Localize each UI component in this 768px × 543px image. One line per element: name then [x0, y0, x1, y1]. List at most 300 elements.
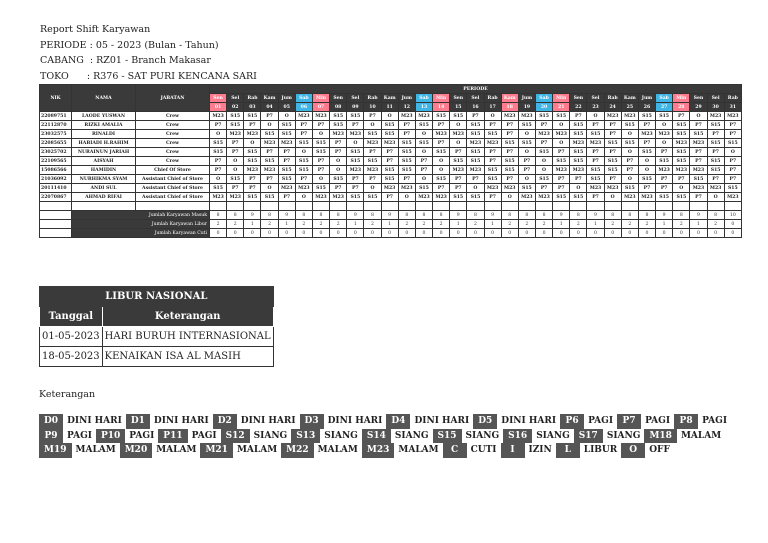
shift-cell: P7	[295, 121, 312, 130]
shift-cell: O	[364, 121, 381, 130]
legend-item	[560, 414, 613, 429]
legend-item	[443, 443, 497, 458]
summary-value: 0	[604, 229, 621, 238]
day-number: 02	[227, 103, 244, 112]
shift-cell: P7	[587, 121, 604, 130]
summary-value: 8	[312, 211, 329, 220]
summary-value: 2	[433, 220, 450, 229]
shift-cell: P7	[621, 166, 638, 175]
shift-cell: O	[415, 175, 432, 184]
legend-code: M18	[644, 429, 677, 444]
day-number: 16	[467, 103, 484, 112]
shift-cell: P7	[244, 184, 261, 193]
blank-cell	[518, 202, 535, 211]
legend-title: Keterangan	[39, 389, 96, 400]
summary-value: 1	[484, 220, 501, 229]
day-name: Sen	[570, 94, 587, 103]
shift-cell: O	[553, 121, 570, 130]
day-number: 06	[295, 103, 312, 112]
shift-cell: O	[656, 121, 673, 130]
shift-cell: P7	[450, 184, 467, 193]
day-name: Kam	[621, 94, 638, 103]
shift-cell: S15	[501, 139, 518, 148]
shift-cell: S15	[415, 139, 432, 148]
legend-code: L	[556, 443, 580, 458]
shift-cell: M23	[295, 112, 312, 121]
shift-cell: P7	[518, 166, 535, 175]
shift-cell: P7	[398, 175, 415, 184]
shift-cell: M23	[210, 193, 227, 202]
shift-cell: P7	[707, 130, 724, 139]
shift-cell: P7	[261, 175, 278, 184]
employee-row	[40, 148, 742, 157]
day-number: 01	[210, 103, 227, 112]
summary-label: Jumlah Karyawan Cuti	[72, 229, 210, 238]
shift-cell: M23	[450, 166, 467, 175]
summary-value: 0	[364, 229, 381, 238]
shift-cell: S15	[278, 166, 295, 175]
shift-cell: S15	[707, 166, 724, 175]
holiday-desc: KENAIKAN ISA AL MASIH	[102, 347, 273, 367]
shift-cell: S15	[690, 175, 707, 184]
employee-position: Chief Of Store	[136, 166, 210, 175]
shift-cell: S15	[621, 121, 638, 130]
shift-cell: M23	[227, 130, 244, 139]
shift-cell: M23	[433, 130, 450, 139]
shift-cell: P7	[278, 148, 295, 157]
legend-code: S15	[433, 429, 462, 444]
legend-code: M19	[39, 443, 72, 458]
blank-cell	[673, 202, 690, 211]
shift-cell: P7	[553, 184, 570, 193]
shift-cell: O	[621, 175, 638, 184]
day-name: Sab	[295, 94, 312, 103]
legend-label: CUTI	[470, 445, 497, 455]
shift-cell: S15	[381, 166, 398, 175]
shift-cell: P7	[261, 148, 278, 157]
shift-cell: S15	[261, 157, 278, 166]
blank-cell	[484, 202, 501, 211]
shift-cell: S15	[347, 157, 364, 166]
employee-nik: 23032575	[40, 130, 72, 139]
shift-cell: S15	[364, 157, 381, 166]
shift-cell: S15	[347, 193, 364, 202]
shift-cell: M23	[484, 139, 501, 148]
shift-cell: S15	[518, 184, 535, 193]
summary-value: 0	[587, 229, 604, 238]
day-number: 17	[484, 103, 501, 112]
day-number: 29	[690, 103, 707, 112]
shift-cell: P7	[518, 157, 535, 166]
shift-cell: S15	[518, 121, 535, 130]
legend-code: P9	[39, 429, 63, 444]
blank-cell	[347, 202, 364, 211]
shift-cell: M23	[604, 184, 621, 193]
shift-cell: S15	[484, 166, 501, 175]
shift-cell: P7	[587, 148, 604, 157]
day-name: Sel	[467, 94, 484, 103]
legend-code: S16	[503, 429, 532, 444]
shift-cell: P7	[501, 148, 518, 157]
shift-cell: S15	[227, 112, 244, 121]
shift-cell: M23	[398, 112, 415, 121]
shift-cell: S15	[535, 112, 552, 121]
shift-cell: S15	[312, 184, 329, 193]
shift-cell: M23	[278, 184, 295, 193]
shift-cell: S15	[707, 139, 724, 148]
legend-item	[281, 443, 358, 458]
shift-cell: O	[553, 139, 570, 148]
legend-item	[213, 414, 296, 429]
shift-cell: P7	[604, 130, 621, 139]
legend-label: DINI HARI	[240, 416, 296, 426]
day-name: Rab	[484, 94, 501, 103]
legend-code: D2	[213, 414, 237, 429]
shift-cell: O	[415, 148, 432, 157]
day-number: 26	[638, 103, 655, 112]
shift-cell: S15	[570, 121, 587, 130]
shift-cell: S15	[656, 112, 673, 121]
legend-item	[473, 414, 556, 429]
shift-cell: S15	[312, 139, 329, 148]
summary-value: 8	[518, 211, 535, 220]
shift-cell: P7	[724, 175, 741, 184]
shift-cell: P7	[210, 121, 227, 130]
day-name: Rab	[604, 94, 621, 103]
shift-cell: S15	[261, 193, 278, 202]
shift-cell: M23	[535, 193, 552, 202]
legend-label: PAGI	[191, 430, 217, 441]
legend-item	[362, 429, 429, 444]
legend-code: D3	[300, 414, 324, 429]
blank-cell	[501, 202, 518, 211]
legend-label: PAGI	[67, 430, 92, 441]
summary-value: 0	[656, 229, 673, 238]
summary-value: 8	[398, 211, 415, 220]
legend-code: D5	[473, 414, 497, 429]
legend-code: M20	[120, 443, 153, 458]
blank-cell	[278, 202, 295, 211]
shift-cell: M23	[656, 130, 673, 139]
summary-value: 0	[244, 229, 261, 238]
summary-row	[40, 211, 742, 220]
blank-cell	[40, 202, 72, 211]
summary-value: 9	[690, 211, 707, 220]
shift-cell: O	[518, 148, 535, 157]
summary-row	[40, 229, 742, 238]
legend-label: SIANG	[606, 430, 641, 441]
legend-label: PAGI	[645, 416, 671, 426]
summary-value: 2	[518, 220, 535, 229]
shift-cell: O	[312, 175, 329, 184]
legend-item	[221, 429, 288, 444]
shift-cell: S15	[535, 175, 552, 184]
shift-cell: P7	[295, 130, 312, 139]
shift-cell: S15	[295, 157, 312, 166]
shift-cell: P7	[312, 121, 329, 130]
shift-cell: S15	[570, 157, 587, 166]
shift-cell: P7	[638, 121, 655, 130]
summary-value: 2	[227, 220, 244, 229]
blank-cell	[295, 202, 312, 211]
shift-cell: S15	[398, 148, 415, 157]
legend-item	[644, 429, 721, 444]
shift-cell: S15	[450, 193, 467, 202]
shift-cell: P7	[690, 148, 707, 157]
legend-label: SIANG	[465, 430, 500, 441]
summary-value: 0	[707, 229, 724, 238]
summary-value: 8	[364, 211, 381, 220]
summary-value: 1	[690, 220, 707, 229]
shift-cell: S15	[638, 148, 655, 157]
shift-cell: O	[347, 139, 364, 148]
shift-cell: P7	[278, 193, 295, 202]
blank-cell	[244, 202, 261, 211]
summary-value: 9	[450, 211, 467, 220]
shift-cell: M23	[518, 112, 535, 121]
shift-cell: P7	[295, 175, 312, 184]
shift-cell: P7	[347, 184, 364, 193]
day-name: Sel	[587, 94, 604, 103]
day-name: Sel	[347, 94, 364, 103]
summary-value: 9	[484, 211, 501, 220]
summary-value: 0	[227, 229, 244, 238]
shift-cell: O	[261, 121, 278, 130]
shift-cell: O	[227, 166, 244, 175]
summary-value: 0	[518, 229, 535, 238]
day-name: Sab	[415, 94, 432, 103]
employee-nik: 20111410	[40, 184, 72, 193]
summary-value: 8	[621, 211, 638, 220]
shift-cell: P7	[312, 166, 329, 175]
summary-value: 1	[347, 220, 364, 229]
employee-name: HAMIDIN	[72, 166, 136, 175]
shift-cell: S15	[467, 193, 484, 202]
shift-cell: M23	[690, 184, 707, 193]
shift-cell: S15	[278, 175, 295, 184]
employee-row	[40, 112, 742, 121]
day-name: Rab	[364, 94, 381, 103]
legend-item	[501, 443, 552, 458]
shift-cell: M23	[312, 112, 329, 121]
shift-cell: O	[638, 166, 655, 175]
shift-cell: O	[604, 193, 621, 202]
shift-cell: S15	[467, 121, 484, 130]
shift-cell: S15	[621, 184, 638, 193]
summary-value: 0	[415, 229, 432, 238]
summary-value: 2	[501, 220, 518, 229]
shift-cell: M23	[415, 112, 432, 121]
shift-cell: M23	[587, 139, 604, 148]
shift-cell: P7	[415, 166, 432, 175]
shift-cell: P7	[656, 148, 673, 157]
summary-value: 0	[724, 229, 741, 238]
shift-cell: S15	[398, 139, 415, 148]
legend-label: MALAM	[317, 445, 358, 455]
employee-nik: 22109565	[40, 157, 72, 166]
legend-code: P8	[674, 414, 698, 429]
day-name: Sen	[690, 94, 707, 103]
shift-cell: O	[535, 166, 552, 175]
employee-name: RINALDI	[72, 130, 136, 139]
shift-cell: O	[518, 175, 535, 184]
employee-name: RIZKI AMALIA	[72, 121, 136, 130]
shift-cell: S15	[673, 157, 690, 166]
shift-cell: P7	[261, 112, 278, 121]
shift-cell: M23	[415, 193, 432, 202]
summary-value: 0	[673, 229, 690, 238]
summary-value: 0	[398, 229, 415, 238]
shift-cell: S15	[381, 130, 398, 139]
blank-cell	[467, 202, 484, 211]
employee-nik: 22112870	[40, 121, 72, 130]
shift-cell: S15	[244, 148, 261, 157]
employee-position: Crew	[136, 130, 210, 139]
legend-label: OFF	[649, 445, 670, 455]
summary-value: 0	[690, 229, 707, 238]
shift-cell: S15	[656, 157, 673, 166]
summary-value: 9	[587, 211, 604, 220]
shift-cell: S15	[467, 157, 484, 166]
shift-cell: M23	[518, 193, 535, 202]
day-number: 14	[433, 103, 450, 112]
legend-label: MALAM	[680, 430, 722, 441]
blank-cell	[210, 202, 227, 211]
shift-cell: O	[364, 184, 381, 193]
summary-spacer	[40, 211, 72, 220]
shift-cell: M23	[364, 139, 381, 148]
shift-cell: M23	[570, 166, 587, 175]
shift-cell: S15	[330, 175, 347, 184]
blank-cell	[136, 202, 210, 211]
shift-cell: P7	[656, 175, 673, 184]
summary-value: 8	[638, 211, 655, 220]
shift-cell: M23	[244, 130, 261, 139]
report-header	[40, 22, 257, 84]
day-name: Sab	[656, 94, 673, 103]
legend-code: M23	[362, 443, 395, 458]
shift-cell: P7	[621, 157, 638, 166]
holiday-row	[40, 347, 274, 367]
legend-code: D0	[39, 414, 63, 429]
shift-cell: M23	[638, 130, 655, 139]
day-number: 07	[312, 103, 329, 112]
shift-cell: P7	[450, 175, 467, 184]
holiday-date: 18-05-2023	[40, 347, 103, 367]
blank-cell	[227, 202, 244, 211]
summary-value: 1	[553, 220, 570, 229]
summary-value: 8	[535, 211, 552, 220]
shift-cell: M23	[450, 130, 467, 139]
shift-cell: M23	[690, 139, 707, 148]
shift-cell: S15	[347, 112, 364, 121]
employee-nik: 22085655	[40, 139, 72, 148]
holiday-col-desc: Keterangan	[102, 307, 273, 327]
shift-cell: O	[570, 184, 587, 193]
shift-cell: O	[656, 139, 673, 148]
shift-cell: S15	[484, 175, 501, 184]
legend-code: C	[443, 443, 467, 458]
legend-item	[39, 429, 92, 444]
shift-cell: O	[690, 112, 707, 121]
summary-value: 9	[381, 211, 398, 220]
shift-cell: S15	[604, 157, 621, 166]
shift-cell: P7	[724, 166, 741, 175]
summary-value: 0	[570, 229, 587, 238]
employee-name: AHMAD RIFAI	[72, 193, 136, 202]
employee-name: ANDI SUL	[72, 184, 136, 193]
shift-cell: M23	[707, 184, 724, 193]
shift-cell: P7	[381, 148, 398, 157]
shift-cell: M23	[467, 139, 484, 148]
summary-value: 2	[398, 220, 415, 229]
shift-cell: S15	[295, 166, 312, 175]
summary-label: Jumlah Karyawan Libur	[72, 220, 210, 229]
shift-cell: O	[707, 193, 724, 202]
shift-cell: M23	[501, 112, 518, 121]
summary-value: 10	[724, 211, 741, 220]
employee-row	[40, 193, 742, 202]
blank-cell	[570, 202, 587, 211]
employee-row	[40, 130, 742, 139]
shift-cell: M23	[261, 166, 278, 175]
shift-cell: S15	[244, 193, 261, 202]
shift-cell: O	[638, 157, 655, 166]
shift-cell: S15	[347, 148, 364, 157]
shift-cell: M23	[433, 193, 450, 202]
summary-value: 0	[210, 229, 227, 238]
summary-value: 8	[227, 211, 244, 220]
day-name: Sab	[535, 94, 552, 103]
summary-value: 0	[484, 229, 501, 238]
shift-cell: P7	[244, 175, 261, 184]
summary-value: 1	[656, 220, 673, 229]
shift-cell: O	[621, 148, 638, 157]
summary-value: 8	[501, 211, 518, 220]
shift-cell: P7	[553, 148, 570, 157]
holiday-date: 01-05-2023	[40, 327, 103, 347]
legend-label: IZIN	[528, 445, 552, 455]
blank-cell	[72, 202, 136, 211]
employee-nik: 23025702	[40, 148, 72, 157]
summary-value: 1	[450, 220, 467, 229]
legend-item	[291, 429, 358, 444]
summary-value: 0	[278, 229, 295, 238]
shift-cell: M23	[398, 184, 415, 193]
shift-cell: P7	[433, 184, 450, 193]
employee-name: AISYAH	[72, 157, 136, 166]
day-name: Min	[553, 94, 570, 103]
legend-item	[200, 443, 277, 458]
day-number: 27	[656, 103, 673, 112]
shift-cell: P7	[210, 166, 227, 175]
holiday-row	[40, 327, 274, 347]
day-name: Kam	[381, 94, 398, 103]
shift-cell: M23	[244, 166, 261, 175]
legend-code: O	[621, 443, 645, 458]
shift-cell: S15	[433, 175, 450, 184]
summary-value: 8	[415, 211, 432, 220]
summary-value: 2	[467, 220, 484, 229]
shift-cell: M23	[347, 130, 364, 139]
shift-cell: P7	[707, 148, 724, 157]
day-name: Kam	[261, 94, 278, 103]
shift-cell: P7	[433, 139, 450, 148]
summary-spacer	[40, 229, 72, 238]
summary-value: 9	[553, 211, 570, 220]
shift-cell: S15	[501, 166, 518, 175]
shift-cell: P7	[535, 184, 552, 193]
